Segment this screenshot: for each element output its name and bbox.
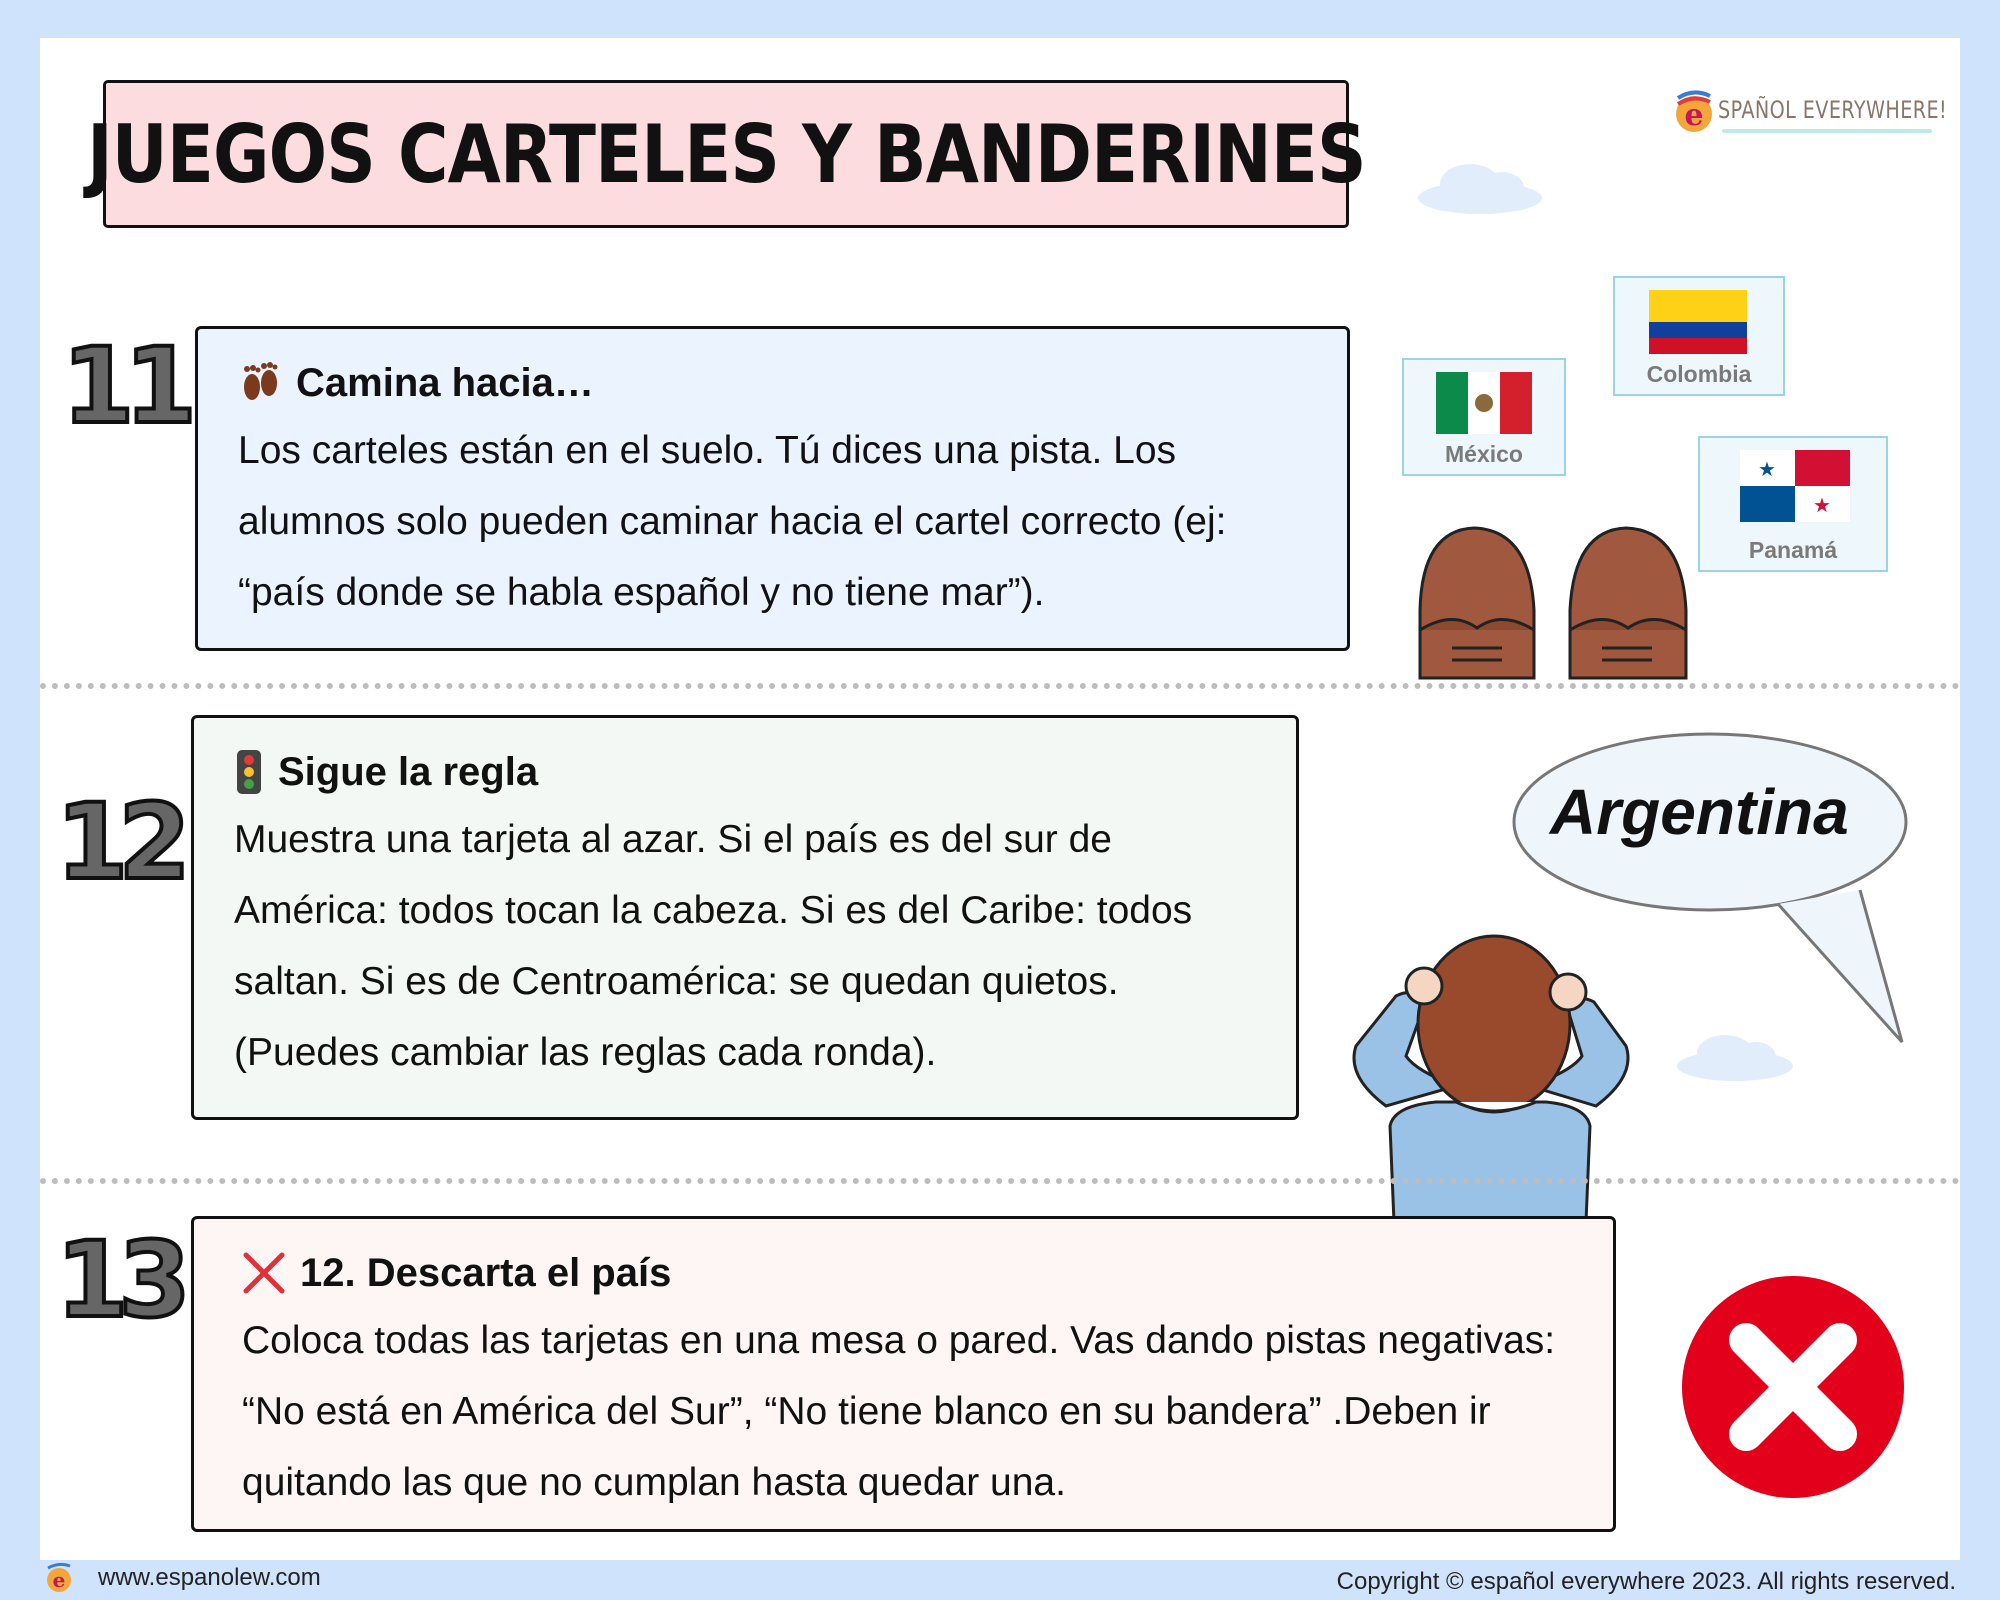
section-divider bbox=[40, 683, 1960, 689]
logo-underline bbox=[1722, 129, 1932, 133]
traffic-light-icon bbox=[234, 748, 264, 796]
section-divider bbox=[40, 1178, 1960, 1184]
logo-text: SPAÑOL EVERYWHERE! bbox=[1718, 96, 1948, 124]
mexico-flag-icon bbox=[1436, 372, 1532, 434]
card-body: Coloca todas las tarjetas en una mesa o pared. Vas dando pistas negativas: “No está en América del Sur”, “No tiene blanco en su bandera” .Deben ir quitando las que no cumplan hasta quedar una. bbox=[242, 1319, 1556, 1504]
footer-url[interactable]: www.espanolew.com bbox=[98, 1564, 321, 1591]
shoes-icon bbox=[1412, 520, 1702, 680]
cross-mark-icon bbox=[242, 1251, 286, 1295]
card-heading bbox=[238, 355, 1307, 411]
section-number-13: 13 bbox=[56, 1219, 181, 1341]
speech-bubble-text: Argentina bbox=[1550, 776, 1849, 848]
card-title: Camina hacia… bbox=[296, 360, 594, 405]
footer-logo-icon bbox=[44, 1560, 76, 1596]
svg-text:★: ★ bbox=[1813, 495, 1831, 517]
activity-card-12 bbox=[191, 715, 1299, 1120]
section-number-12: 12 bbox=[56, 781, 181, 903]
footer-copyright: Copyright © español everywhere 2023. All rights reserved. bbox=[1336, 1568, 1956, 1595]
logo bbox=[1670, 82, 1948, 142]
card-title: Sigue la regla bbox=[278, 749, 539, 794]
page-title: JUEGOS CARTELES Y BANDERINES bbox=[86, 107, 1366, 201]
activity-card-13 bbox=[191, 1216, 1616, 1532]
flag-label: Panamá bbox=[1748, 537, 1838, 563]
cloud-icon bbox=[1410, 156, 1550, 216]
card-body: Muestra una tarjeta al azar. Si el país es del sur de América: todos tocan la cabeza. Si es del Caribe: todos saltan. Si es de Centroamérica: se quedan quietos. (Puedes cambiar las reglas cada ronda). bbox=[234, 818, 1193, 1074]
flag-card-colombia bbox=[1613, 276, 1785, 396]
section-number-11: 11 bbox=[62, 325, 187, 447]
footprints-icon bbox=[238, 361, 282, 405]
card-heading bbox=[234, 744, 1256, 800]
colombia-flag-icon bbox=[1649, 290, 1747, 354]
flag-label: Colombia bbox=[1646, 361, 1752, 387]
footer-logo-letter: e bbox=[52, 1568, 66, 1592]
flag-label: México bbox=[1445, 441, 1523, 467]
panama-flag-icon bbox=[1740, 450, 1850, 522]
logo-letter: e bbox=[1684, 98, 1704, 133]
flag-card-panama bbox=[1698, 436, 1888, 572]
flag-card-mexico bbox=[1402, 358, 1566, 476]
boy-touching-head-icon bbox=[1346, 906, 1636, 1222]
card-title: 12. Descarta el país bbox=[300, 1250, 672, 1295]
red-x-circle-icon bbox=[1680, 1274, 1906, 1500]
worksheet-page bbox=[40, 38, 1960, 1560]
card-body: Los carteles están en el suelo. Tú dices una pista. Los alumnos solo pueden caminar hacia el cartel correcto (ej: “país donde se habla español y no tiene mar”). bbox=[238, 429, 1227, 614]
title-banner bbox=[86, 80, 1366, 228]
svg-text:★: ★ bbox=[1758, 459, 1776, 481]
activity-card-11 bbox=[195, 326, 1350, 651]
card-heading bbox=[242, 1245, 1573, 1301]
espanol-everywhere-logo-icon bbox=[1670, 82, 1720, 138]
